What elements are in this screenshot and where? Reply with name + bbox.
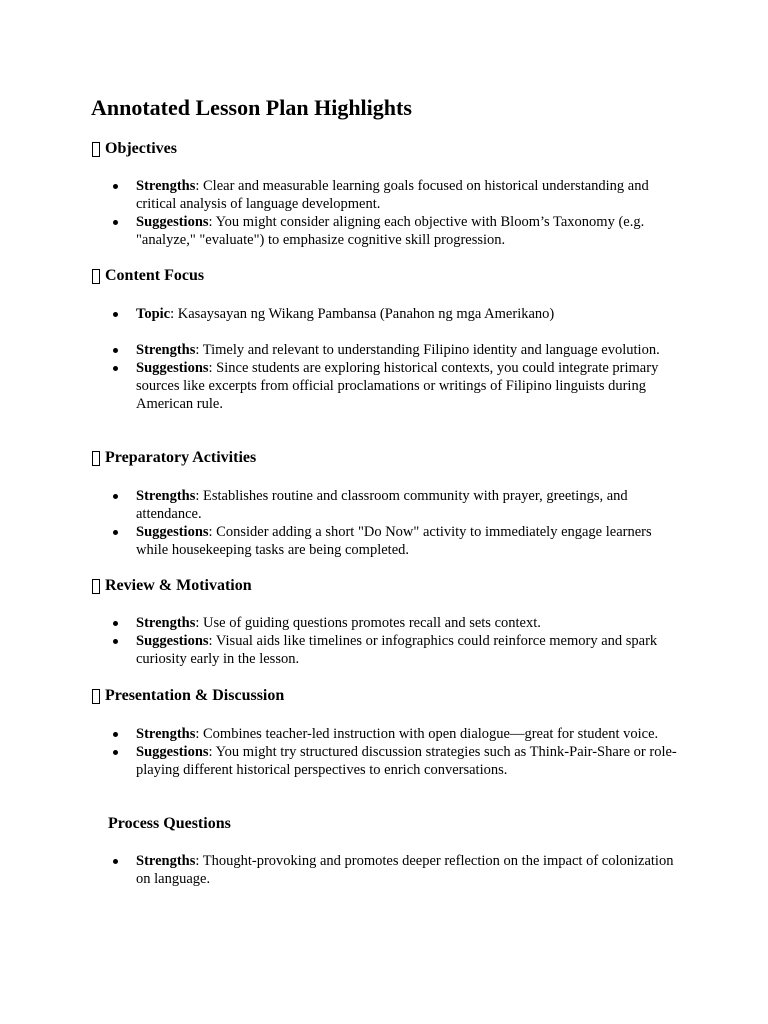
missing-glyph-icon (92, 451, 100, 466)
item-label: Suggestions (136, 744, 209, 760)
item-label: Strengths (136, 178, 196, 194)
item-label: Strengths (136, 615, 196, 631)
item-text: : Kasaysayan ng Wikang Pambansa (Panahon ng mga Amerikano) (170, 306, 555, 322)
missing-glyph-icon (92, 142, 100, 157)
item-label: Topic (136, 306, 171, 322)
item-text: : Visual aids like timelines or infographics could reinforce memory and spark curiosity early in the lesson. (136, 633, 658, 667)
bullet-list (91, 177, 681, 249)
list-item (91, 725, 681, 743)
item-label: Suggestions (136, 524, 209, 540)
section-heading (91, 139, 681, 159)
section-process-questions (91, 814, 681, 888)
missing-glyph-icon (92, 689, 100, 704)
heading-text: Objectives (105, 140, 177, 157)
section-heading (91, 448, 681, 468)
section-review-motivation (91, 576, 681, 668)
list-item (91, 852, 681, 888)
heading-text: Review & Motivation (105, 577, 252, 594)
item-text: : Combines teacher-led instruction with open dialogue—great for student voice. (195, 726, 659, 742)
item-text: : Consider adding a short "Do Now" activity to immediately engage learners while housekeeping tasks are being completed. (136, 524, 652, 558)
section-preparatory-activities (91, 448, 681, 559)
heading-text: Presentation & Discussion (105, 687, 285, 704)
item-text: : Establishes routine and classroom community with prayer, greetings, and attendance. (136, 488, 628, 522)
item-label: Strengths (136, 488, 196, 504)
list-item (91, 743, 681, 779)
bullet-list (91, 341, 681, 413)
item-label: Strengths (136, 853, 196, 869)
section-content-focus (91, 266, 681, 413)
document-title: Annotated Lesson Plan Highlights (91, 95, 412, 120)
list-item (91, 632, 681, 668)
section-heading (91, 266, 681, 286)
missing-glyph-icon (92, 269, 100, 284)
bullet-list (91, 614, 681, 668)
item-text: : Since students are exploring historical contexts, you could integrate primary sources like excerpts from official proclamations or writings of Filipino linguists during American rule. (136, 360, 659, 412)
item-label: Suggestions (136, 633, 209, 649)
list-item (91, 305, 681, 323)
heading-text: Process Questions (108, 815, 231, 832)
bullet-list (91, 725, 681, 779)
missing-glyph-icon (92, 579, 100, 594)
item-label: Suggestions (136, 214, 209, 230)
list-item (91, 487, 681, 523)
section-objectives (91, 139, 681, 249)
section-presentation-discussion (91, 686, 681, 779)
section-heading (91, 814, 681, 834)
section-heading (91, 576, 681, 596)
item-text: : You might consider aligning each objective with Bloom’s Taxonomy (e.g. "analyze," "evaluate") to emphasize cognitive skill progression. (136, 214, 645, 248)
section-heading (91, 686, 681, 706)
item-label: Strengths (136, 726, 196, 742)
item-text: : Thought-provoking and promotes deeper reflection on the impact of colonization on language. (136, 853, 674, 887)
heading-text: Preparatory Activities (105, 449, 257, 466)
item-text: : You might try structured discussion strategies such as Think-Pair-Share or role-playing different historical perspectives to enrich conversations. (136, 744, 677, 778)
list-item (91, 614, 681, 632)
bullet-list (91, 852, 681, 888)
list-item (91, 523, 681, 559)
list-item (91, 341, 681, 359)
item-label: Suggestions (136, 360, 209, 376)
item-text: : Clear and measurable learning goals focused on historical understanding and critical analysis of language development. (136, 178, 649, 212)
bullet-list (91, 305, 681, 323)
list-item (91, 359, 681, 413)
bullet-list (91, 487, 681, 559)
heading-text: Content Focus (105, 267, 205, 284)
item-text: : Timely and relevant to understanding Filipino identity and language evolution. (195, 342, 660, 358)
item-label: Strengths (136, 342, 196, 358)
list-item (91, 213, 681, 249)
list-item (91, 177, 681, 213)
item-text: : Use of guiding questions promotes recall and sets context. (195, 615, 541, 631)
